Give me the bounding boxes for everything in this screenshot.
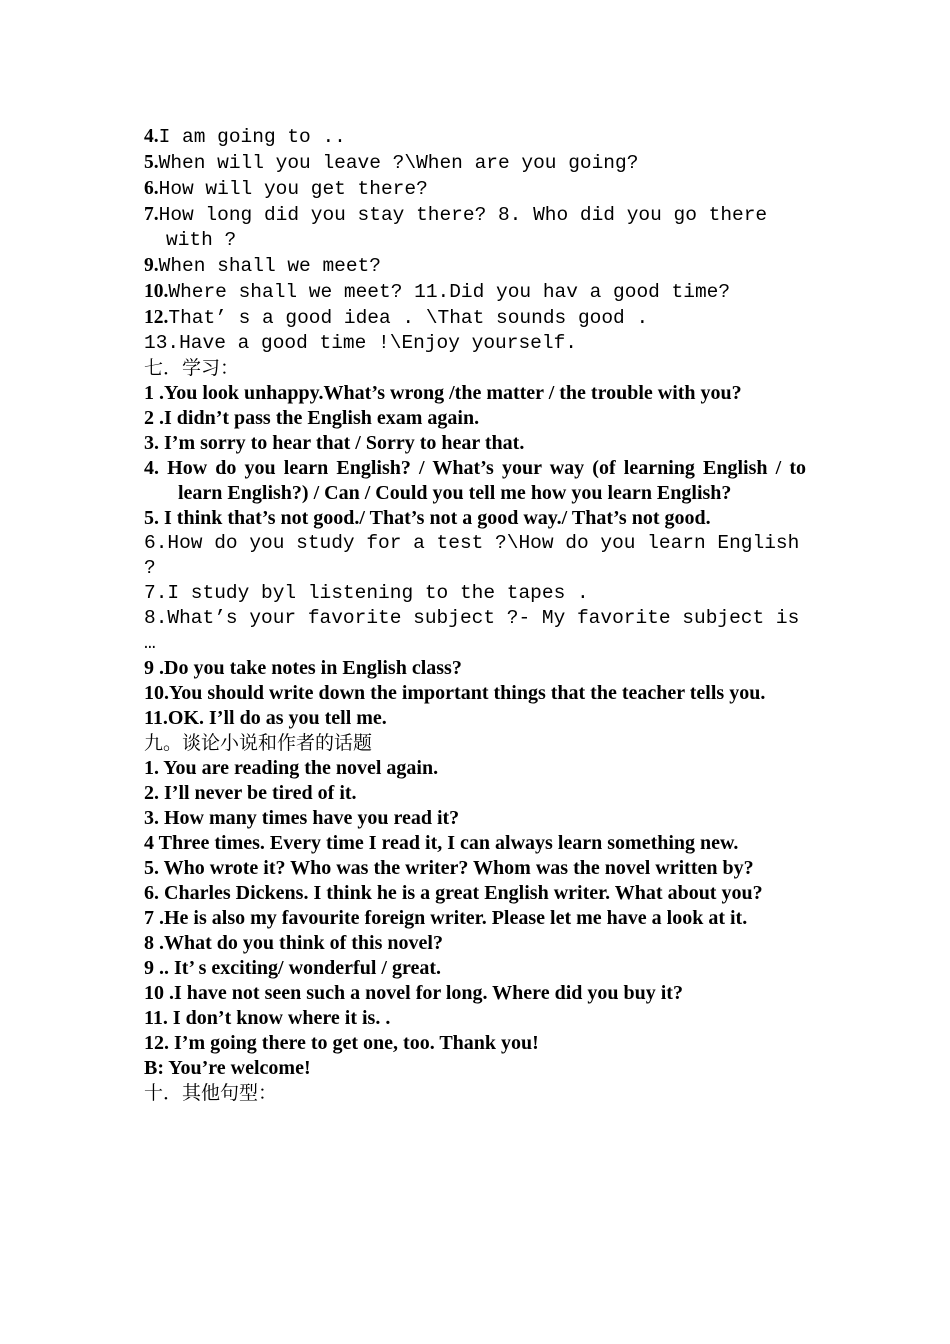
list-item: 11. I don’t know where it is. . <box>144 1007 391 1029</box>
section-ten-heading: 十．其他句型： <box>144 1082 278 1104</box>
list-item: 6.How do you study for a test ?\How do you learn English ? <box>144 532 800 579</box>
list-item: 2. I’ll never be tired of it. <box>144 782 357 804</box>
list-item: 7.How long did you stay there? 8. Who did you go there with ? <box>144 204 768 251</box>
list-item: 12. I’m going there to get one, too. Thank you! <box>144 1032 539 1054</box>
section-nine-list <box>144 756 806 1081</box>
list-item: 10 .I have not seen such a novel for long. Where did you buy it? <box>144 982 683 1004</box>
list-item: 10.Where shall we meet? 11.Did you hav a good time? <box>144 281 731 303</box>
list-item: 5. I think that’s not good./ That’s not a good way./ That’s not good. <box>144 507 711 529</box>
section-nine-heading: 九。谈论小说和作者的话题 <box>144 732 373 754</box>
list-item: 10.You should write down the important things that the teacher tells you. <box>144 682 766 704</box>
list-item: 4.I am going to .. <box>144 126 346 148</box>
list-item: 1 .You look unhappy.What’s wrong /the matter / the trouble with you? <box>144 382 742 404</box>
list-item: 8 .What do you think of this novel? <box>144 932 443 954</box>
list-item: 3. How many times have you read it? <box>144 807 460 829</box>
list-item: 4. How do you learn English? / What’s your way (of learning English / to learn English?) / Can / Could you tell me how you learn English? <box>144 457 806 504</box>
list-item: B: You’re welcome! <box>144 1057 311 1079</box>
list-item: 7 .He is also my favourite foreign writer. Please let me have a look at it. <box>144 907 748 929</box>
section-seven-heading: 七．学习： <box>144 357 240 379</box>
list-item: 3. I’m sorry to hear that / Sorry to hear that. <box>144 432 525 454</box>
section-seven-list <box>144 381 806 731</box>
list-item: 2 .I didn’t pass the English exam again. <box>144 407 480 429</box>
list-item: 8.What’s your favorite subject ?- My favorite subject is … <box>144 607 800 654</box>
list-item: 5.When will you leave ?\When are you going? <box>144 152 639 174</box>
section-six-list <box>144 124 806 356</box>
list-item: 7.I study byl listening to the tapes . <box>144 582 589 604</box>
list-item: 5. Who wrote it? Who was the writer? Whom was the novel written by? <box>144 857 754 879</box>
document-page <box>144 124 806 1106</box>
list-item: 1. You are reading the novel again. <box>144 757 439 779</box>
list-item: 6. Charles Dickens. I think he is a great English writer. What about you? <box>144 882 763 904</box>
list-item: 11.OK. I’ll do as you tell me. <box>144 707 387 729</box>
list-item: 9 .. It’ s exciting/ wonderful / great. <box>144 957 442 979</box>
list-item: 4 Three times. Every time I read it, I can always learn something new. <box>144 832 739 854</box>
list-item: 9.When shall we meet? <box>144 255 381 277</box>
list-item: 12.That’ s a good idea . \That sounds good . <box>144 307 649 329</box>
list-item: 6.How will you get there? <box>144 178 428 200</box>
list-item: 13.Have a good time !\Enjoy yourself. <box>144 332 577 354</box>
list-item: 9 .Do you take notes in English class? <box>144 657 462 679</box>
